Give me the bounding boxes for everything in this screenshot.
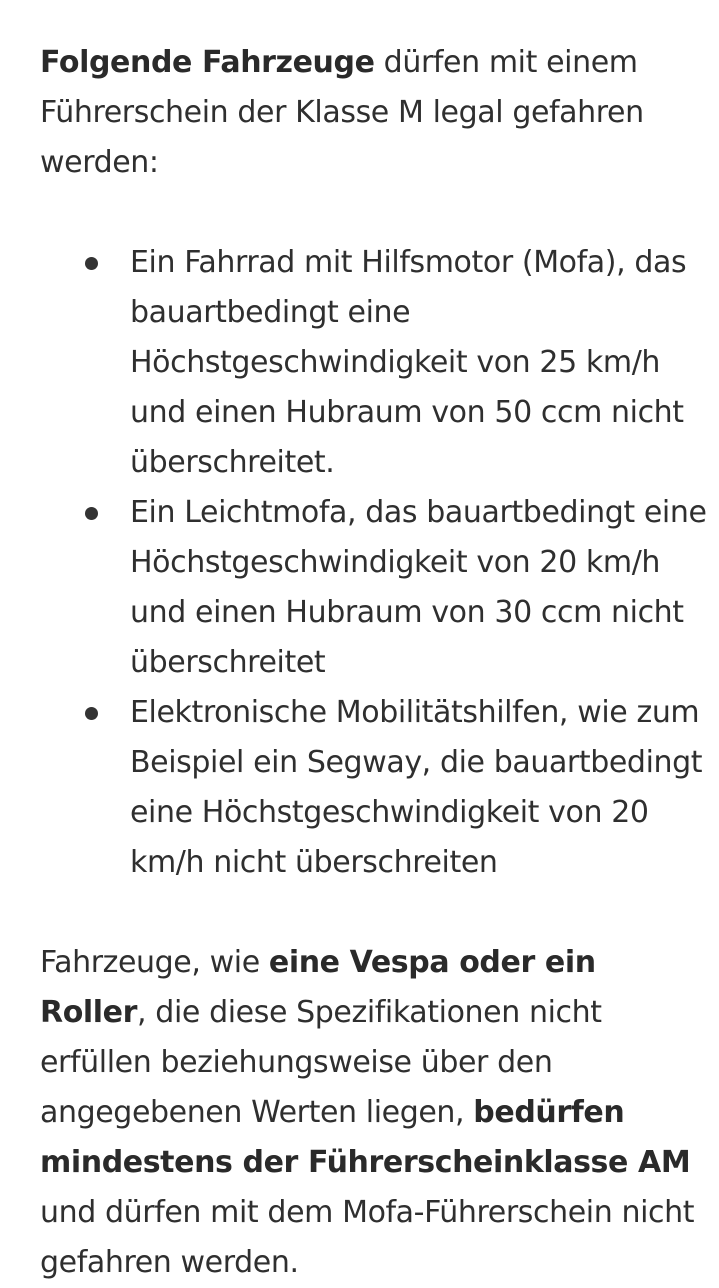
list-item <box>130 688 707 888</box>
outro-bold-2: bedürfen mindestens der Führerscheinklasse AM <box>40 1095 691 1180</box>
outro-text-3: und dürfen mit dem Mofa-Führerschein nicht gefahren werden. <box>40 1195 695 1280</box>
vehicle-list <box>40 238 707 888</box>
intro-bold-text: Folgende Fahrzeuge <box>40 45 375 80</box>
list-item <box>130 238 707 488</box>
bullet-icon <box>85 507 98 520</box>
list-item-text: Ein Fahrrad mit Hilfsmotor (Mofa), das bauartbedingt eine Höchstgeschwindigkeit von 25 km/h und einen Hubraum von 50 ccm nicht überschreitet. <box>130 245 687 480</box>
list-item-text: Elektronische Mobilitätshilfen, wie zum Beispiel ein Segway, die bauartbedingt eine Höchstgeschwindigkeit von 20 km/h nicht überschreiten <box>130 695 703 880</box>
bullet-icon <box>85 707 98 720</box>
bullet-icon <box>85 257 98 270</box>
outro-bold-1: eine Vespa oder ein Roller <box>40 945 596 1030</box>
intro-paragraph <box>40 38 707 188</box>
outro-text-2: , die diese Spezifikationen nicht erfüllen beziehungsweise über den angegebenen Werten liegen, <box>40 995 602 1130</box>
list-item-text: Ein Leichtmofa, das bauartbedingt eine Höchstgeschwindigkeit von 20 km/h und einen Hubraum von 30 ccm nicht überschreitet <box>130 495 707 680</box>
outro-paragraph <box>40 938 707 1288</box>
list-item <box>130 488 707 688</box>
intro-text: dürfen mit einem Führerschein der Klasse M legal gefahren werden: <box>40 45 644 180</box>
outro-text-1: Fahrzeuge, wie <box>40 945 269 980</box>
